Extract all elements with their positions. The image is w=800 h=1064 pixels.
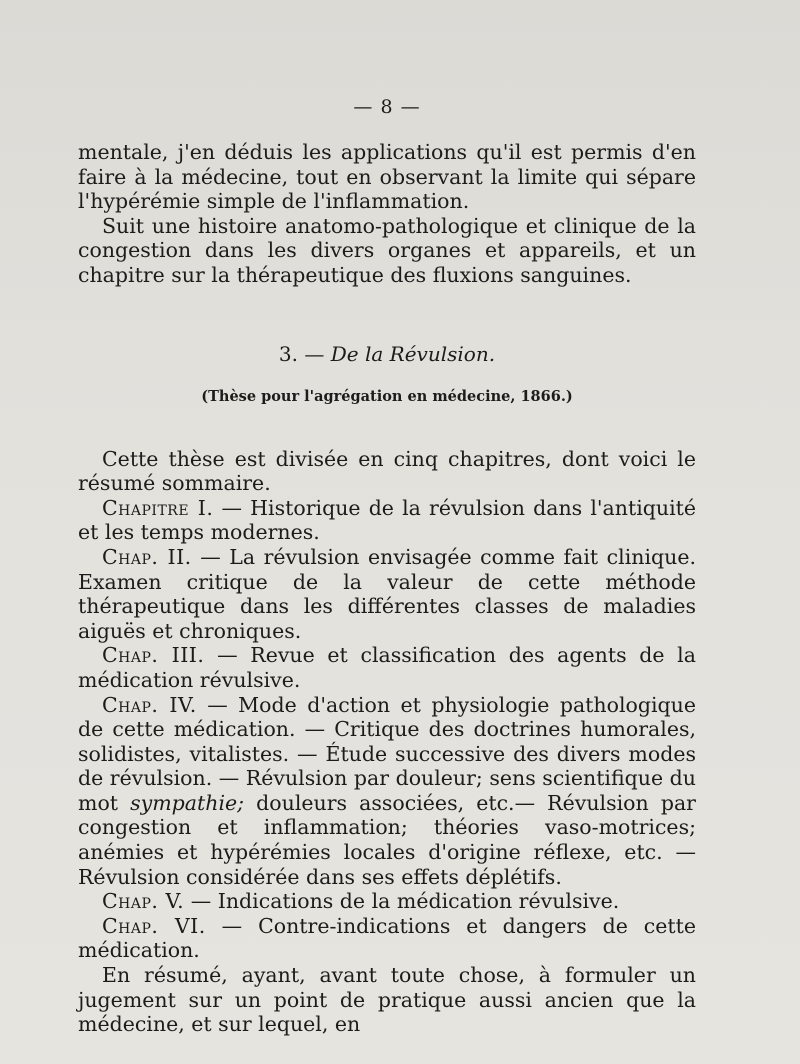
section-title: De la Révulsion.	[330, 341, 496, 366]
chapter-label: Chap. III.	[102, 643, 205, 668]
chapter-text: — La révulsion envisagée comme fait clinique. Examen critique de la valeur de cette méthode thérapeutique dans les différentes classes de maladies aiguës et chroniques.	[78, 544, 696, 643]
summary-intro: Cette thèse est divisée en cinq chapitres, dont voici le résumé sommaire.	[78, 446, 696, 496]
chapter-text: douleurs associées, etc.— Révulsion par congestion et inflammation; théories vaso-motrices; anémies et hypérémies locales d'origine réflexe, etc. — Révulsion considérée dans ses effets déplétifs.	[78, 790, 696, 889]
chapter-emphasis: sympathie;	[130, 790, 245, 815]
chapter-label: Chap. VI.	[102, 913, 206, 938]
section-heading	[78, 342, 696, 366]
section-subtitle: (Thèse pour l'agrégation en médecine, 1866.)	[201, 387, 573, 405]
intro-paragraph-1: mentale, j'en déduis les applications qu'il est permis d'en faire à la médecine, tout en observant la limite qui sépare l'hypérémie simple de l'inflammation.	[78, 140, 696, 214]
chapter-label: Chap. IV.	[102, 692, 197, 717]
chapter-6	[78, 914, 696, 963]
chapter-3	[78, 643, 696, 692]
section-number: 3. —	[278, 341, 325, 366]
chapter-4	[78, 693, 696, 890]
conclusion-paragraph: En résumé, ayant, avant toute chose, à formuler un jugement sur un point de pratique aussi ancien que la médecine, et sur lequel, en	[78, 963, 696, 1037]
chapter-label: Chap. V.	[102, 889, 185, 914]
chapter-text: — Contre-indications et dangers de cette médication.	[78, 913, 696, 963]
chapter-label: Chap. II.	[102, 544, 192, 569]
chapter-label: Chapitre I.	[102, 495, 214, 520]
chapter-text: — Indications de la médication révulsive.	[190, 889, 620, 914]
chapter-text: — Historique de la révulsion dans l'antiquité et les temps modernes.	[78, 495, 696, 545]
chapter-text: — Mode d'action et physiologie pathologique de cette médication. — Critique des doctrines humorales, solidistes, vitalistes. — Étude successive des divers modes de révulsion. — Révulsion par douleur; sens scientifique du mot	[78, 692, 696, 815]
chapter-2	[78, 545, 696, 643]
intro-paragraph-2: Suit une histoire anatomo-pathologique et clinique de la congestion dans les divers organes et appareils, et un chapitre sur la thérapeutique des fluxions sanguines.	[78, 213, 696, 287]
chapter-5	[78, 889, 696, 914]
chapter-text: — Revue et classification des agents de la médication révulsive.	[78, 643, 696, 692]
chapter-1	[78, 496, 696, 545]
page-number: — 8 —	[353, 96, 421, 118]
